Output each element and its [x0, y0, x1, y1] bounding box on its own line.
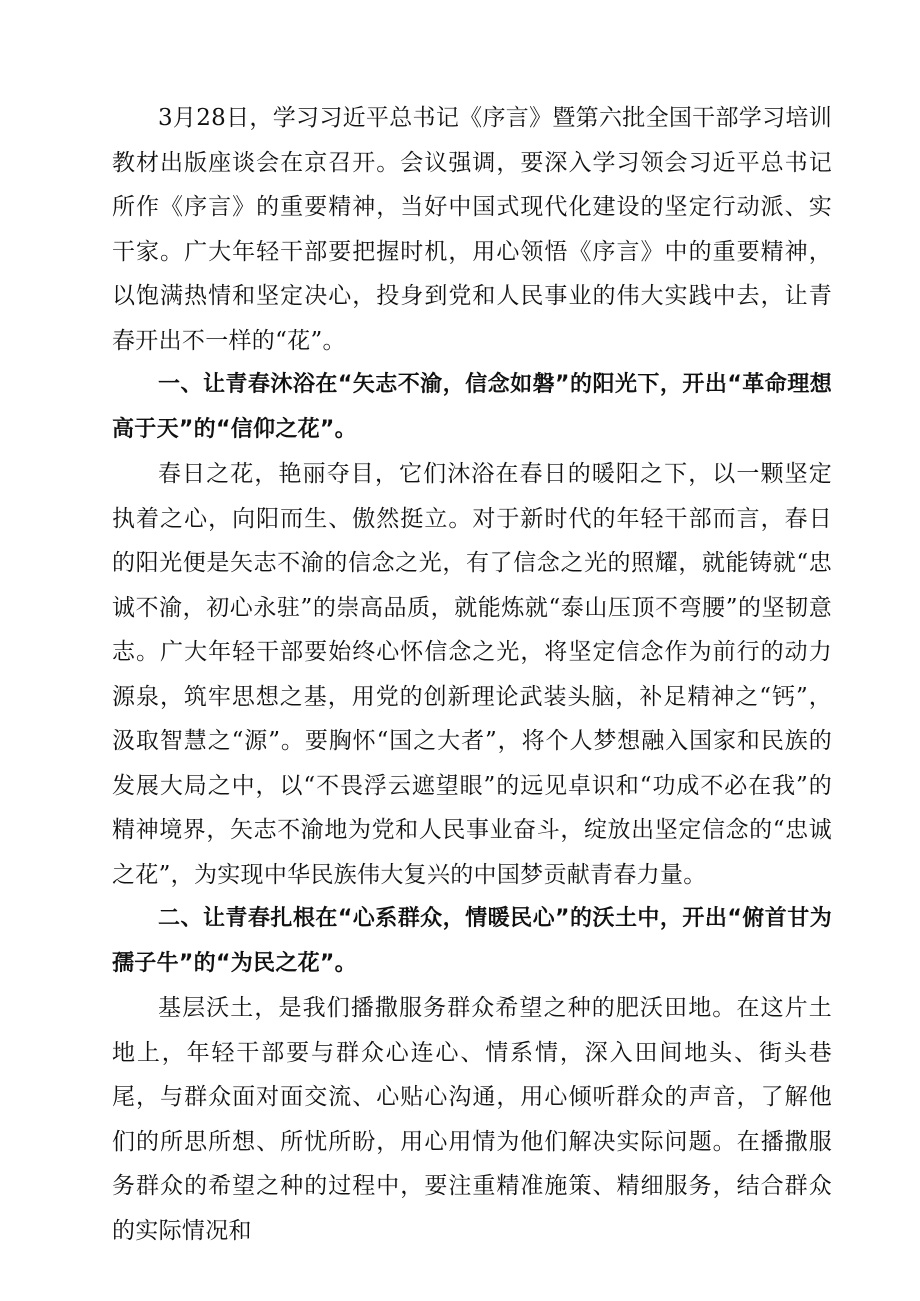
intro-paragraph: 3月28日，学习习近平总书记《序言》暨第六批全国干部学习培训教材出版座谈会在京召开。会议强调，要深入学习领会习近平总书记所作《序言》的重要精神，当好中国式现代化建设的坚定行动派、实干家。广大年轻干部要把握时机，用心领悟《序言》中的重要精神，以饱满热情和坚定决心，投身到党和人民事业的伟大实践中去，让青春开出不一样的“花”。	[112, 105, 832, 354]
section-heading-1: 一、让青春沐浴在“矢志不渝，信念如磐”的阳光下，开出“革命理想高于天”的“信仰之花”。	[112, 372, 832, 442]
section-2-paragraph: 基层沃土，是我们播撒服务群众希望之种的肥沃田地。在这片土地上，年轻干部要与群众心连心、情系情，深入田间地头、街头巷尾，与群众面对面交流、心贴心沟通，用心倾听群众的声音，了解他们的所思所想、所忧所盼，用心用情为他们解决实际问题。在播撒服务群众的希望之种的过程中，要注重精准施策、精细服务，结合群众的实际情况和	[112, 995, 832, 1244]
section-1-paragraph: 春日之花，艳丽夺目，它们沐浴在春日的暖阳之下，以一颗坚定执着之心，向阳而生、傲然挺立。对于新时代的年轻干部而言，春日的阳光便是矢志不渝的信念之光，有了信念之光的照耀，就能铸就“忠诚不渝，初心永驻”的崇高品质，就能炼就“泰山压顶不弯腰”的坚韧意志。广大年轻干部要始终心怀信念之光，将坚定信念作为前行的动力源泉，筑牢思想之基，用党的创新理论武装头脑，补足精神之“钙”，汲取智慧之“源”。要胸怀“国之大者”，将个人梦想融入国家和民族的发展大局之中，以“不畏浮云遮望眼”的远见卓识和“功成不必在我”的精神境界，矢志不渝地为党和人民事业奋斗，绽放出坚定信念的“忠诚之花”，为实现中华民族伟大复兴的中国梦贡献青春力量。	[112, 461, 832, 888]
document-page	[112, 96, 832, 1253]
section-heading-2: 二、让青春扎根在“心系群众，情暖民心”的沃土中，开出“俯首甘为孺子牛”的“为民之花”。	[112, 906, 832, 976]
